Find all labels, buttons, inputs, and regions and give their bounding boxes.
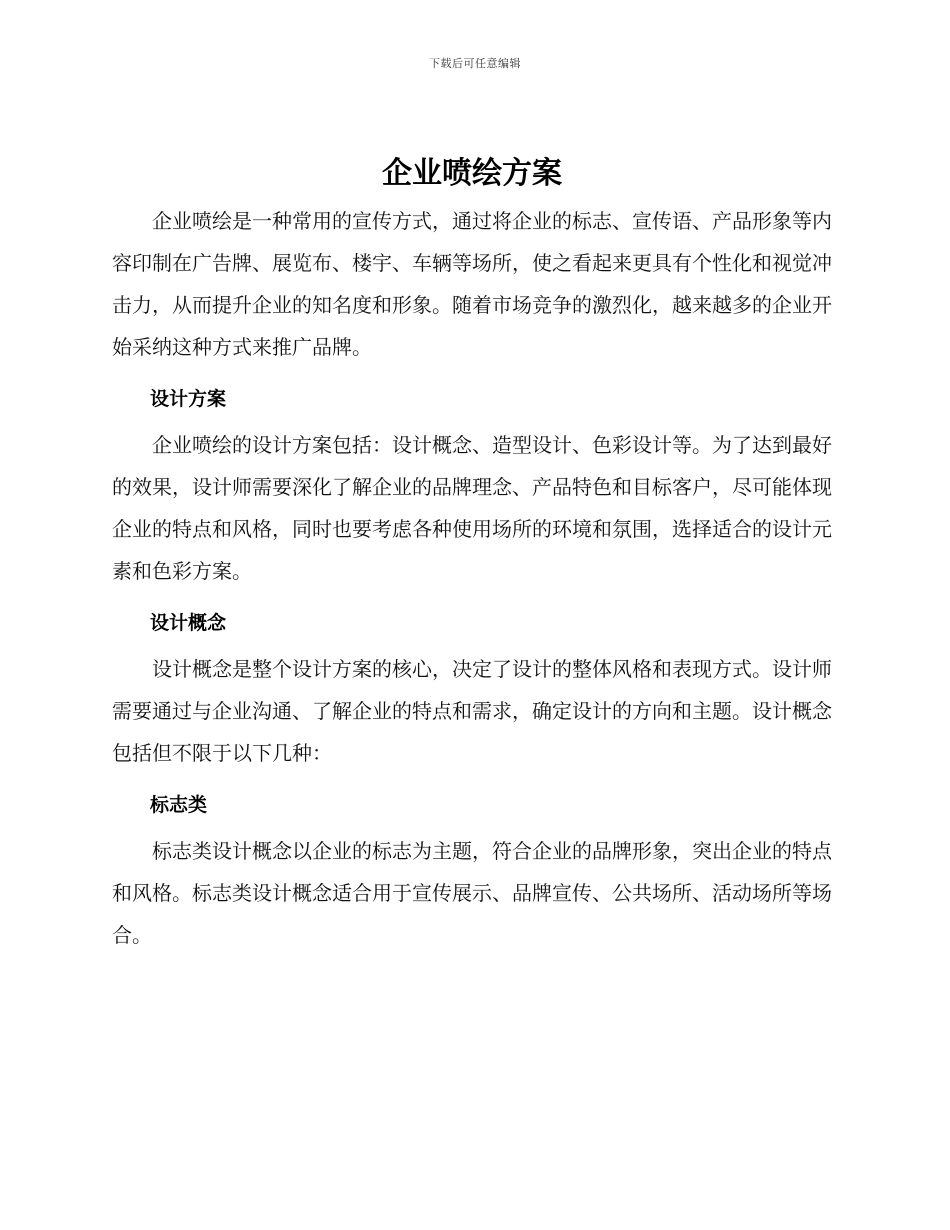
document-body (112, 148, 832, 956)
section-heading-design-plan: 设计方案 (150, 388, 227, 410)
document-title: 企业喷绘方案 (382, 156, 562, 191)
intro-paragraph: 企业喷绘是一种常用的宣传方式，通过将企业的标志、宣传语、产品形象等内容印制在广告牌、展览布、楼宇、车辆等场所，使之看起来更具有个性化和视觉冲击力，从而提升企业的知名度和形象。随着市场竞争的激烈化，越来越多的企业开始采纳这种方式来推广品牌。 (112, 209, 832, 359)
section-body-design-plan: 企业喷绘的设计方案包括：设计概念、造型设计、色彩设计等。为了达到最好的效果，设计师需要深化了解企业的品牌理念、产品特色和目标客户，尽可能体现企业的特点和风格，同时也要考虑各种使用场所的环境和氛围，选择适合的设计元素和色彩方案。 (112, 433, 832, 583)
page-header-note: 下载后可任意编辑 (429, 57, 521, 70)
section-body-logo-type: 标志类设计概念以企业的标志为主题，符合企业的品牌形象，突出企业的特点和风格。标志类设计概念适合用于宣传展示、品牌宣传、公共场所、活动场所等场合。 (112, 839, 832, 947)
section-heading-logo-type: 标志类 (150, 794, 208, 816)
section-body-design-concept: 设计概念是整个设计方案的核心，决定了设计的整体风格和表现方式。设计师需要通过与企业沟通、了解企业的特点和需求，确定设计的方向和主题。设计概念包括但不限于以下几种： (112, 657, 832, 765)
section-heading-design-concept: 设计概念 (150, 612, 227, 634)
